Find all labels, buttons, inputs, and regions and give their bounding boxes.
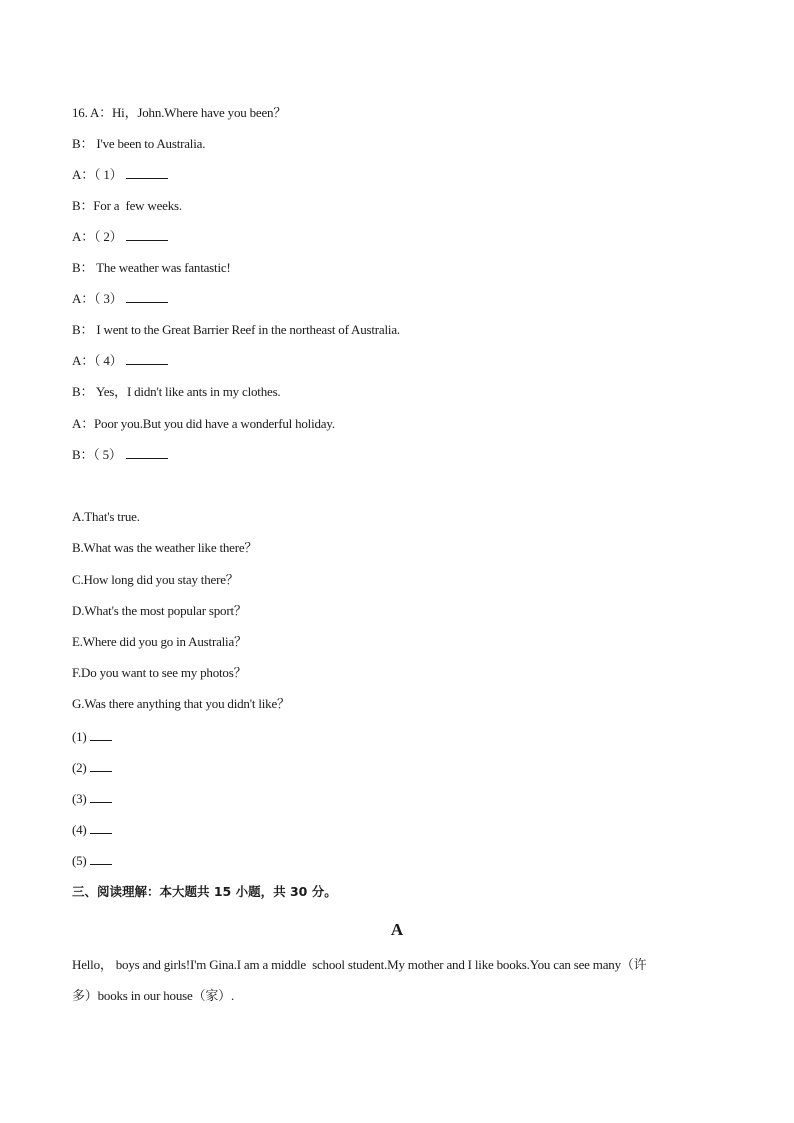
answer-blank [126,229,168,241]
answer-blank [90,791,112,803]
dialogue-text: B： Yes，I didn't like ants in my clothes. [72,384,281,399]
dialogue-text: B： I went to the Great Barrier Reef in the northeast of Australia. [72,322,400,337]
answer-item [72,822,112,838]
answer-blank [90,729,112,741]
answer-number: (3) [72,791,87,806]
answer-number: (5) [72,853,87,868]
answer-blank [126,447,168,459]
answer-item [72,760,112,776]
option-item: E.Where did you go in Australia？ [72,634,247,649]
dialogue-line [72,416,335,432]
option-item: C.How long did you stay there？ [72,572,239,587]
dialogue-text: A：（ 4） [72,353,123,368]
answer-number: (2) [72,760,87,775]
dialogue-line [72,384,280,400]
dialogue-line [72,105,286,121]
dialogue-line [72,353,168,369]
answer-blank [90,822,112,834]
dialogue-line [72,198,182,214]
dialogue-text: A：（ 3） [72,291,123,306]
dialogue-text: B： I've been to Australia. [72,136,206,151]
option-item: G.Was there anything that you didn't like？ [72,696,290,711]
dialogue-line [72,447,168,463]
dialogue-text: A：（ 1） [72,167,123,182]
answer-blank [126,353,168,365]
dialogue-text: A：（ 2） [72,229,123,244]
answer-item [72,729,112,745]
dialogue-text: 16. A：Hi，John.Where have you been？ [72,105,287,120]
dialogue-line [72,260,231,276]
dialogue-line [72,136,205,152]
answer-blank [126,167,168,179]
dialogue-text: B：For a few weeks. [72,198,182,213]
dialogue-line [72,167,168,183]
answer-item [72,791,112,807]
answer-number: (4) [72,822,87,837]
answer-blank [90,853,112,865]
passage-title: A [390,920,404,939]
dialogue-line [72,229,168,245]
section-heading: 三、阅读理解：本大题共 15 小题，共 30 分。 [72,884,337,899]
dialogue-text: B： The weather was fantastic! [72,260,231,275]
passage-line: Hello， boys and girls!I'm Gina.I am a middle school student.My mother and I like books.You can see many（许 [72,957,647,972]
dialogue-text: A：Poor you.But you did have a wonderful holiday. [72,416,335,431]
answer-item [72,853,112,869]
option-item: A.That's true. [72,509,140,524]
answer-blank [90,760,112,772]
answer-number: (1) [72,729,87,744]
dialogue-line [72,322,400,338]
dialogue-text: B：（ 5） [72,447,122,462]
passage-line: 多）books in our house（家）. [72,988,235,1003]
option-item: B.What was the weather like there？ [72,540,258,555]
answer-blank [126,291,168,303]
option-item: D.What's the most popular sport？ [72,603,247,618]
option-item: F.Do you want to see my photos？ [72,665,247,680]
dialogue-line [72,291,168,307]
